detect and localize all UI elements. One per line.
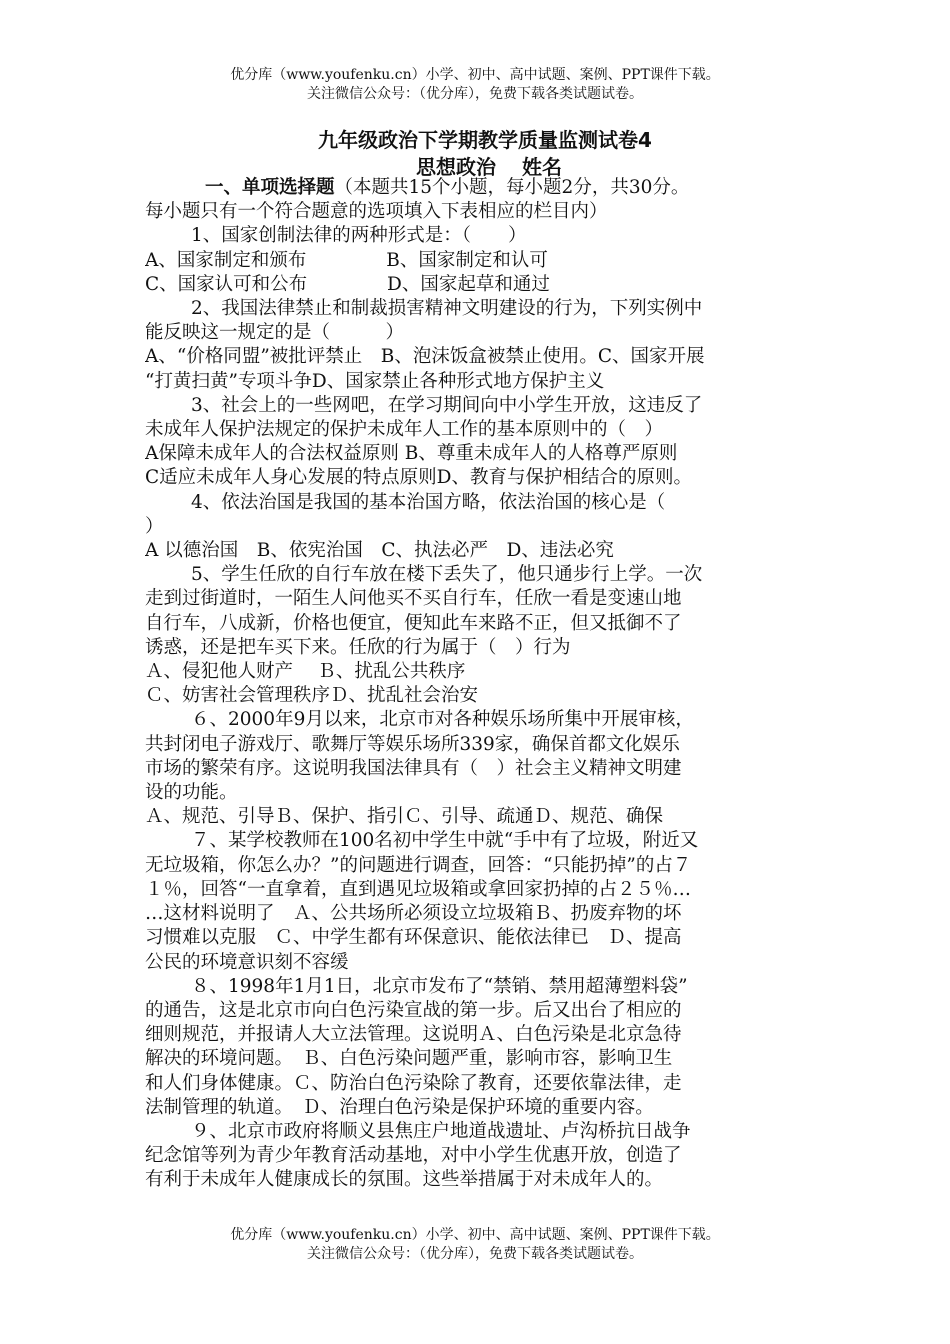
- question-6: ６、2000年9月以来，北京市对各种娱乐场所集中开展审核，: [191, 709, 694, 731]
- question-9: ９、北京市政府将顺义县焦庄户地道战遗址、卢沟桥抗日战争: [191, 1120, 691, 1142]
- footer-line-1: 优分库（www.youfenku.cn）小学、初中、高中试题、案例、PPT课件下载。: [230, 1227, 720, 1243]
- text-line: 能反映这一规定的是（ ）: [145, 322, 405, 344]
- question-3: 3、社会上的一些网吧，在学习期间向中小学生开放，这违反了: [191, 394, 703, 416]
- header-line-1: 优分库（www.youfenku.cn）小学、初中、高中试题、案例、PPT课件下载。: [230, 67, 720, 83]
- text-line: 共封闭电子游戏厅、歌舞厅等娱乐场所339家，确保首都文化娱乐: [145, 733, 680, 755]
- text-line: 走到过街道时，一陌生人问他买不买自行车，任欣一看是变速山地: [145, 588, 682, 610]
- question-2: 2、我国法律禁止和制裁损害精神文明建设的行为，下列实例中: [191, 298, 703, 320]
- text-line: 无垃圾箱，你怎么办？”的问题进行调查，回答：“只能扔掉”的占７: [145, 854, 692, 876]
- text-line: 未成年人保护法规定的保护未成年人工作的基本原则中的（ ）: [145, 419, 664, 441]
- option-line: Ａ、侵犯他人财产 Ｂ、扰乱公共秩序: [145, 661, 466, 683]
- text-line: 市场的繁荣有序。这说明我国法律具有（ ）社会主义精神文明建: [145, 757, 682, 779]
- text-line: １％，回答“一直拿着，直到遇见垃圾箱或拿回家扔掉的占２５％…: [145, 878, 691, 900]
- text-line: 纪念馆等列为青少年教育活动基地，对中小学生优惠开放，创造了: [145, 1145, 682, 1167]
- question-5: 5、学生任欣的自行车放在楼下丢失了，他只通步行上学。一次: [191, 564, 703, 586]
- footer-line-2: 关注微信公众号：（优分库），免费下载各类试题试卷。: [307, 1246, 643, 1262]
- text-line: 的通告，这是北京市向白色污染宣战的第一步。后又出台了相应的: [145, 999, 682, 1021]
- exam-body: [145, 176, 810, 1193]
- text-line: 自行车，八成新，价格也便宜，便知此车来路不正，但又抵御不了: [145, 612, 682, 634]
- question-4: 4、依法治国是我国的基本治国方略，依法治国的核心是（: [191, 491, 666, 513]
- option-line: A、“价格同盟”被批评禁止 B、泡沫饭盒被禁止使用。C、国家开展: [145, 346, 705, 368]
- option-line: Ｃ、妨害社会管理秩序Ｄ、扰乱社会治安: [145, 685, 479, 707]
- option-line: C适应未成年人身心发展的特点原则D、教育与保护相结合的原则。: [145, 467, 692, 489]
- text-line: 诱惑，还是把车买下来。任欣的行为属于（ ）行为: [145, 636, 571, 658]
- question-1: 1、国家创制法律的两种形式是：（ ）: [191, 225, 527, 247]
- text-line: 公民的环境意识刻不容缓: [145, 951, 349, 973]
- text-line: 解决的环境问题。 Ｂ、白色污染问题严重，影响市容，影响卫生: [145, 1048, 673, 1070]
- option-line: “打黄扫黄”专项斗争D、国家禁止各种形式地方保护主义: [145, 370, 605, 392]
- text-line: 设的功能。: [145, 782, 238, 804]
- text-line: 有利于未成年人健康成长的氛围。这些举措属于对未成年人的。: [145, 1169, 664, 1191]
- section-title: 一、单项选择题: [205, 177, 335, 198]
- option-line: C、国家认可和公布 D、国家起草和通过: [145, 273, 550, 295]
- question-7: ７、某学校教师在100名初中学生中就“手中有了垃圾，附近又: [191, 830, 699, 852]
- text-line: ）: [145, 515, 164, 537]
- option-line: A保障未成年人的合法权益原则 B、尊重未成年人的人格尊严原则: [145, 443, 678, 465]
- section-heading: [145, 176, 810, 200]
- text-line: 习惯难以克服 Ｃ、中学生都有环保意识、能依法律已 Ｄ、提高: [145, 927, 682, 949]
- text-line: 法制管理的轨道。 Ｄ、治理白色污染是保护环境的重要内容。: [145, 1096, 654, 1118]
- page-header: [0, 66, 950, 104]
- section-instructions: （本题共15个小题，每小题2分，共30分。: [334, 177, 690, 198]
- option-line: A、国家制定和颁布 B、国家制定和认可: [145, 249, 548, 271]
- question-8: ８、1998年1月1日，北京市发布了“禁销、禁用超薄塑料袋”: [191, 975, 688, 997]
- option-line: A 以德治国 B、依宪治国 C、执法必严 D、违法必究: [145, 540, 614, 562]
- text-line: …这材料说明了 Ａ、公共场所必须设立垃圾箱Ｂ、扔废弃物的坏: [145, 903, 682, 925]
- text-line: 细则规范，并报请人大立法管理。这说明Ａ、白色污染是北京急待: [145, 1024, 682, 1046]
- header-line-2: 关注微信公众号：（优分库），免费下载各类试题试卷。: [307, 86, 643, 102]
- text-line: 和人们身体健康。Ｃ、防治白色污染除了教育，还要依靠法律，走: [145, 1072, 682, 1094]
- option-line: Ａ、规范、引导Ｂ、保护、指引Ｃ、引导、疏通Ｄ、规范、确保: [145, 806, 664, 828]
- text-line: 每小题只有一个符合题意的选项填入下表相应的栏目内）: [145, 201, 608, 223]
- subject-label: 思想政治: [416, 155, 496, 179]
- name-label: 姓名: [522, 155, 562, 179]
- exam-title: 九年级政治下学期教学质量监测试卷4: [318, 128, 652, 152]
- page-footer: [0, 1226, 950, 1264]
